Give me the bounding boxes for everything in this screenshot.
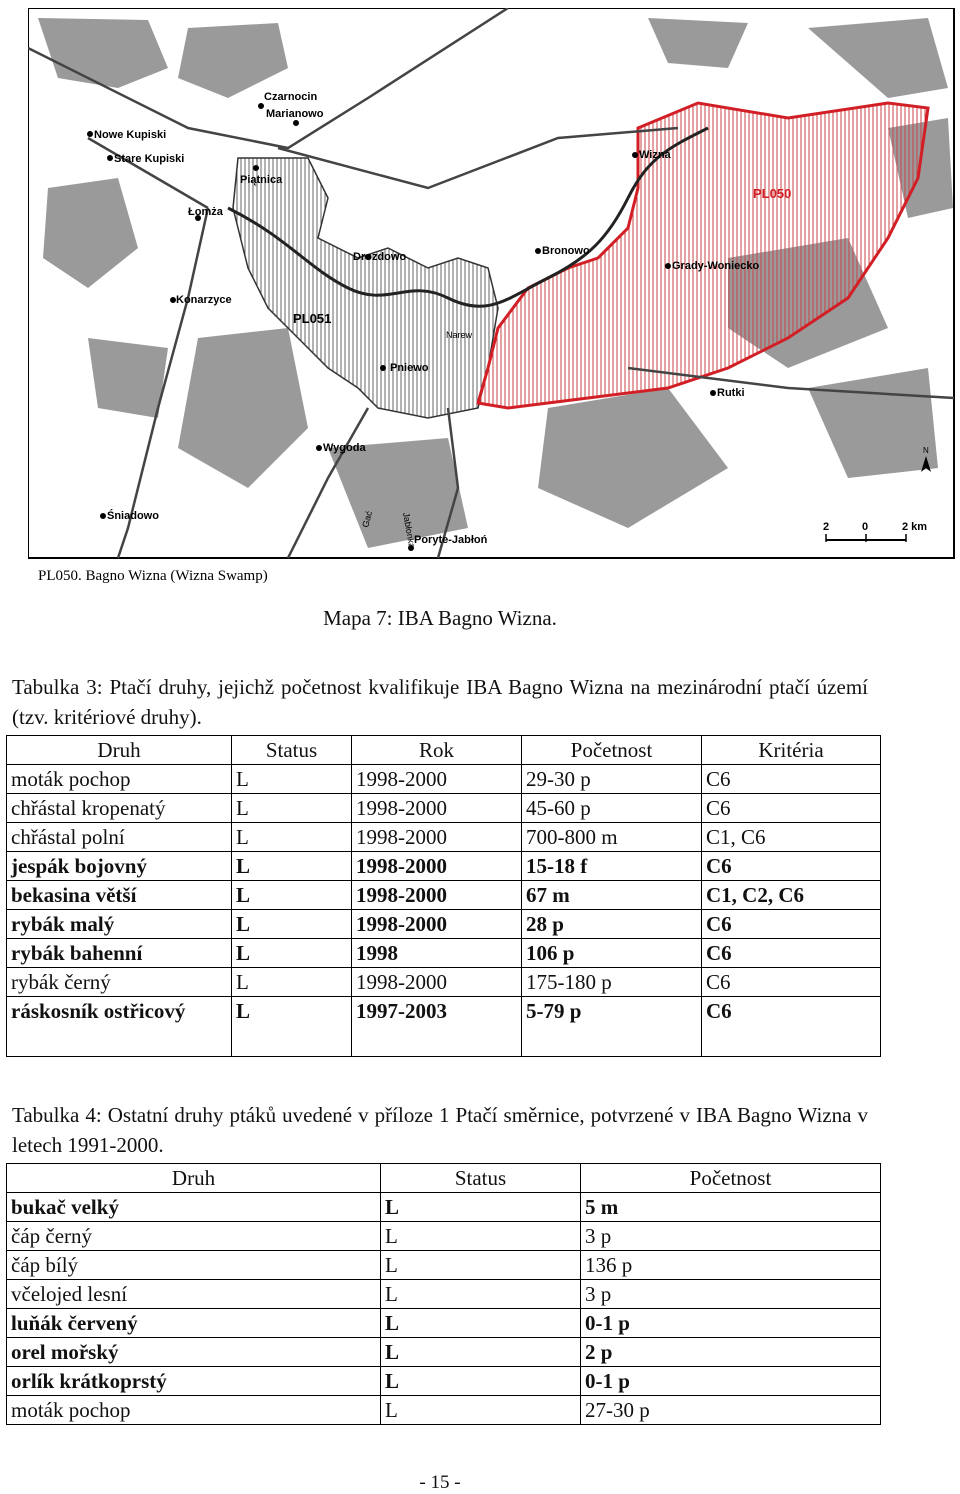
cell: orel mořský bbox=[7, 1338, 381, 1367]
cell: C6 bbox=[702, 852, 881, 881]
cell: 27-30 p bbox=[581, 1396, 881, 1425]
cell: ráskosník ostřicový bbox=[7, 997, 232, 1057]
cell: 28 p bbox=[522, 910, 702, 939]
column-header: Druh bbox=[7, 736, 232, 765]
table4 bbox=[6, 1163, 881, 1425]
place-label: Marianowo bbox=[266, 108, 324, 120]
cell: luňák červený bbox=[7, 1309, 381, 1338]
cell: C6 bbox=[702, 939, 881, 968]
cell: L bbox=[232, 823, 352, 852]
place-label: Nowe Kupiski bbox=[94, 129, 167, 141]
cell: 1998-2000 bbox=[352, 910, 522, 939]
cell: L bbox=[381, 1338, 581, 1367]
cell: L bbox=[381, 1193, 581, 1222]
place-label: Poryte-Jabłoń bbox=[414, 534, 488, 546]
cell: L bbox=[232, 794, 352, 823]
cell: 5-79 p bbox=[522, 997, 702, 1057]
place-label: Piątnica bbox=[240, 174, 283, 186]
cell: chřástal kropenatý bbox=[7, 794, 232, 823]
cell: moták pochop bbox=[7, 1396, 381, 1425]
place-label: Wygoda bbox=[323, 442, 366, 454]
cell: jespák bojovný bbox=[7, 852, 232, 881]
cell: čáp bílý bbox=[7, 1251, 381, 1280]
table-row bbox=[7, 765, 881, 794]
map-footer-label: PL050. Bagno Wizna (Wizna Swamp) bbox=[38, 568, 268, 584]
table-header-row bbox=[7, 736, 881, 765]
table-row bbox=[7, 1193, 881, 1222]
cell: L bbox=[381, 1309, 581, 1338]
cell: 1998-2000 bbox=[352, 823, 522, 852]
cell: 5 m bbox=[581, 1193, 881, 1222]
cell: 67 m bbox=[522, 881, 702, 910]
column-header: Početnost bbox=[522, 736, 702, 765]
cell: rybák bahenní bbox=[7, 939, 232, 968]
cell: bukač velký bbox=[7, 1193, 381, 1222]
svg-text:2 km: 2 km bbox=[902, 521, 928, 533]
zone-label-pl051: PL051 bbox=[293, 311, 332, 326]
column-header: Kritéria bbox=[702, 736, 881, 765]
cell: C6 bbox=[702, 968, 881, 997]
cell: L bbox=[232, 765, 352, 794]
place-label: Wizna bbox=[639, 149, 671, 161]
cell: L bbox=[232, 910, 352, 939]
cell: L bbox=[232, 939, 352, 968]
table4-title: Tabulka 4: Ostatní druhy ptáků uvedené v příloze 1 Ptačí směrnice, potvrzené v IBA Bagno Wizna v letech 1991-2000. bbox=[12, 1103, 868, 1157]
cell: 1998-2000 bbox=[352, 765, 522, 794]
place-label: Pniewo bbox=[390, 362, 429, 374]
table-row bbox=[7, 852, 881, 881]
column-header: Druh bbox=[7, 1164, 381, 1193]
cell: 29-30 p bbox=[522, 765, 702, 794]
cell: 0-1 p bbox=[581, 1309, 881, 1338]
cell: čáp černý bbox=[7, 1222, 381, 1251]
table-row bbox=[7, 1309, 881, 1338]
place-label: Łomża bbox=[188, 206, 223, 218]
cell: 0-1 p bbox=[581, 1367, 881, 1396]
cell: C1, C2, C6 bbox=[702, 881, 881, 910]
place-label: Bronowo bbox=[542, 245, 590, 257]
table-row bbox=[7, 968, 881, 997]
cell: L bbox=[232, 968, 352, 997]
place-label: Gać bbox=[360, 509, 375, 529]
cell: 1998-2000 bbox=[352, 794, 522, 823]
table-row bbox=[7, 910, 881, 939]
cell: 3 p bbox=[581, 1280, 881, 1309]
cell: C6 bbox=[702, 910, 881, 939]
column-header: Status bbox=[381, 1164, 581, 1193]
cell: rybák malý bbox=[7, 910, 232, 939]
cell: 15-18 f bbox=[522, 852, 702, 881]
svg-text:2: 2 bbox=[823, 521, 830, 533]
cell: 45-60 p bbox=[522, 794, 702, 823]
place-label: Jabłonka bbox=[401, 511, 418, 549]
svg-text:0: 0 bbox=[862, 521, 869, 533]
zone-label-pl050: PL050 bbox=[753, 186, 792, 201]
table-row bbox=[7, 881, 881, 910]
cell: L bbox=[381, 1396, 581, 1425]
place-label: Grady-Woniecko bbox=[672, 260, 760, 272]
table-row bbox=[7, 794, 881, 823]
place-label: Rutki bbox=[717, 387, 745, 399]
place-label: Czarnocin bbox=[264, 91, 318, 103]
cell: 1998-2000 bbox=[352, 968, 522, 997]
cell: 3 p bbox=[581, 1222, 881, 1251]
cell: chřástal polní bbox=[7, 823, 232, 852]
map-caption: Mapa 7: IBA Bagno Wizna. bbox=[323, 606, 557, 630]
cell: L bbox=[381, 1280, 581, 1309]
place-label: Konarzyce bbox=[176, 294, 232, 306]
table-row bbox=[7, 1280, 881, 1309]
cell: 1998-2000 bbox=[352, 881, 522, 910]
table-row bbox=[7, 997, 881, 1057]
table-row bbox=[7, 823, 881, 852]
cell: 700-800 m bbox=[522, 823, 702, 852]
cell: 2 p bbox=[581, 1338, 881, 1367]
table-header-row bbox=[7, 1164, 881, 1193]
cell: moták pochop bbox=[7, 765, 232, 794]
cell: 1997-2003 bbox=[352, 997, 522, 1057]
cell: včelojed lesní bbox=[7, 1280, 381, 1309]
cell: bekasina větší bbox=[7, 881, 232, 910]
cell: L bbox=[381, 1251, 581, 1280]
place-label: Drozdowo bbox=[353, 251, 407, 263]
cell: L bbox=[232, 881, 352, 910]
table-row bbox=[7, 1367, 881, 1396]
cell: 136 p bbox=[581, 1251, 881, 1280]
table-row bbox=[7, 1222, 881, 1251]
column-header: Rok bbox=[352, 736, 522, 765]
cell: orlík krátkoprstý bbox=[7, 1367, 381, 1396]
map-figure bbox=[28, 8, 960, 598]
table-row bbox=[7, 1396, 881, 1425]
cell: 1998-2000 bbox=[352, 852, 522, 881]
column-header: Početnost bbox=[581, 1164, 881, 1193]
table-row bbox=[7, 1251, 881, 1280]
table-row bbox=[7, 1338, 881, 1367]
cell: C6 bbox=[702, 997, 881, 1057]
cell: L bbox=[232, 997, 352, 1057]
cell: 175-180 p bbox=[522, 968, 702, 997]
cell: L bbox=[232, 852, 352, 881]
cell: 106 p bbox=[522, 939, 702, 968]
table3 bbox=[6, 735, 881, 1057]
place-label: Stare Kupiski bbox=[114, 153, 185, 165]
page-number: - 15 - bbox=[419, 1472, 461, 1493]
cell: C6 bbox=[702, 765, 881, 794]
place-label: Śniadowo bbox=[107, 510, 159, 522]
map-svg bbox=[28, 8, 960, 598]
cell: C1, C6 bbox=[702, 823, 881, 852]
cell: C6 bbox=[702, 794, 881, 823]
river-label: Narew bbox=[446, 330, 473, 340]
cell: L bbox=[381, 1222, 581, 1251]
table3-title: Tabulka 3: Ptačí druhy, jejichž početnost kvalifikuje IBA Bagno Wizna na mezinárodní ptačí území (tzv. kritériové druhy). bbox=[12, 675, 868, 729]
cell: rybák černý bbox=[7, 968, 232, 997]
column-header: Status bbox=[232, 736, 352, 765]
cell: 1998 bbox=[352, 939, 522, 968]
cell: L bbox=[381, 1367, 581, 1396]
table-row bbox=[7, 939, 881, 968]
svg-text:N: N bbox=[923, 446, 929, 455]
